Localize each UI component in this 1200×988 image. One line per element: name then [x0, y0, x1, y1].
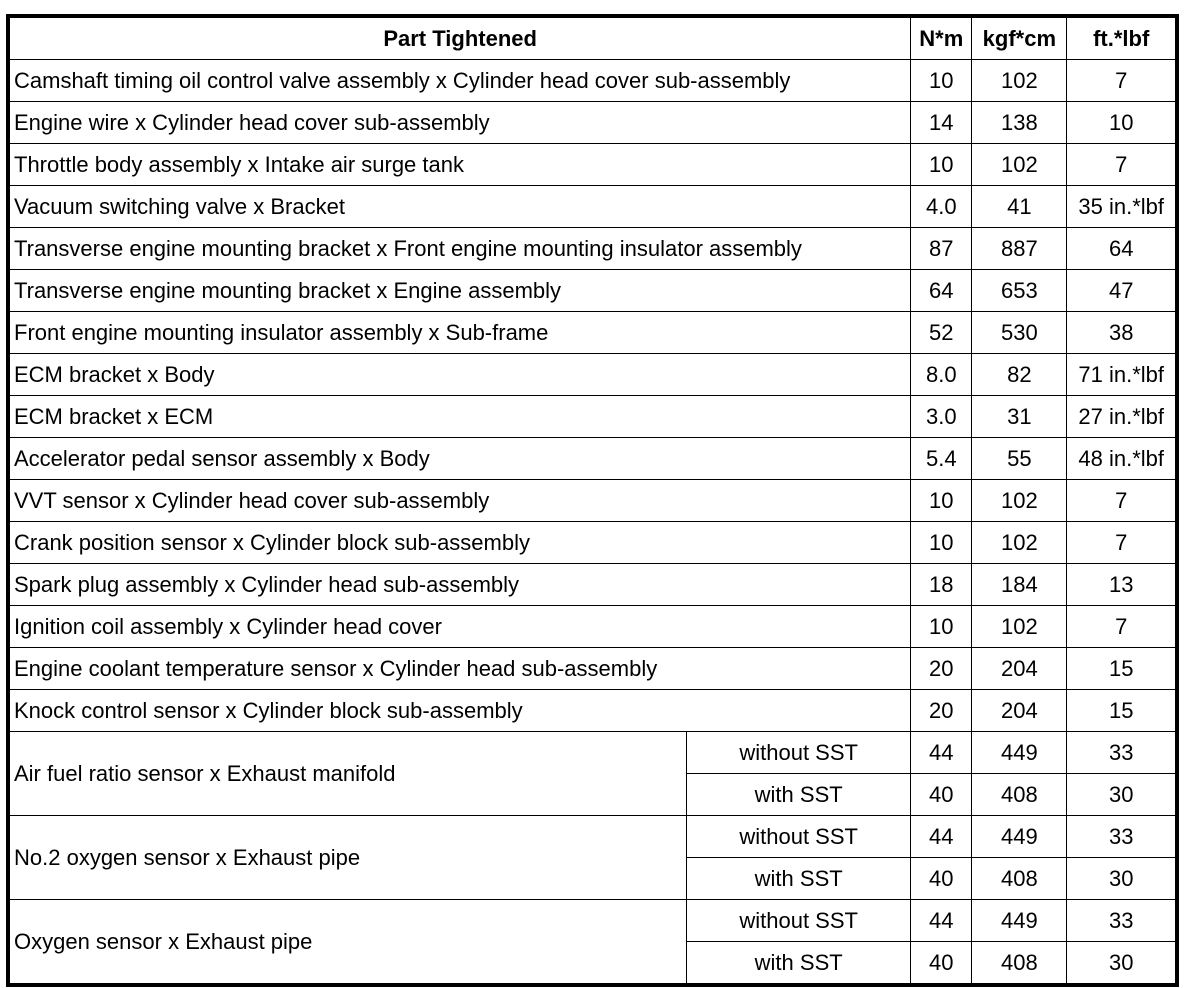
torque-kgf-cm-cell: 887 — [972, 228, 1067, 270]
torque-nm-cell: 10 — [911, 522, 972, 564]
torque-nm-cell: 44 — [911, 900, 972, 942]
torque-nm-cell: 40 — [911, 942, 972, 986]
torque-kgf-cm-cell: 102 — [972, 144, 1067, 186]
torque-nm-cell: 3.0 — [911, 396, 972, 438]
torque-nm-cell: 20 — [911, 648, 972, 690]
part-name-cell: Engine wire x Cylinder head cover sub-assembly — [8, 102, 911, 144]
torque-nm-cell: 10 — [911, 60, 972, 102]
table-row — [8, 396, 1177, 438]
torque-ft-lbf-cell: 7 — [1067, 480, 1177, 522]
table-row — [8, 270, 1177, 312]
table-row — [8, 354, 1177, 396]
condition-cell: without SST — [687, 900, 911, 942]
table-row — [8, 60, 1177, 102]
part-name-cell: Ignition coil assembly x Cylinder head cover — [8, 606, 911, 648]
part-name-cell: Oxygen sensor x Exhaust pipe — [8, 900, 687, 986]
torque-ft-lbf-cell: 64 — [1067, 228, 1177, 270]
part-name-cell: No.2 oxygen sensor x Exhaust pipe — [8, 816, 687, 900]
torque-nm-cell: 64 — [911, 270, 972, 312]
torque-nm-cell: 18 — [911, 564, 972, 606]
torque-ft-lbf-cell: 30 — [1067, 942, 1177, 986]
torque-nm-cell: 10 — [911, 606, 972, 648]
torque-nm-cell: 44 — [911, 732, 972, 774]
torque-kgf-cm-cell: 653 — [972, 270, 1067, 312]
torque-kgf-cm-cell: 102 — [972, 606, 1067, 648]
torque-ft-lbf-cell: 7 — [1067, 606, 1177, 648]
torque-ft-lbf-cell: 71 in.*lbf — [1067, 354, 1177, 396]
header-ft-lbf: ft.*lbf — [1067, 16, 1177, 60]
part-name-cell: Knock control sensor x Cylinder block sub-assembly — [8, 690, 911, 732]
torque-nm-cell: 10 — [911, 480, 972, 522]
torque-nm-cell: 20 — [911, 690, 972, 732]
part-name-cell: Camshaft timing oil control valve assembly x Cylinder head cover sub-assembly — [8, 60, 911, 102]
part-name-cell: Front engine mounting insulator assembly x Sub-frame — [8, 312, 911, 354]
torque-ft-lbf-cell: 33 — [1067, 900, 1177, 942]
condition-cell: with SST — [687, 942, 911, 986]
condition-cell: without SST — [687, 816, 911, 858]
torque-ft-lbf-cell: 30 — [1067, 774, 1177, 816]
torque-nm-cell: 4.0 — [911, 186, 972, 228]
table-row — [8, 564, 1177, 606]
part-name-cell: VVT sensor x Cylinder head cover sub-assembly — [8, 480, 911, 522]
torque-ft-lbf-cell: 15 — [1067, 690, 1177, 732]
torque-ft-lbf-cell: 33 — [1067, 816, 1177, 858]
torque-kgf-cm-cell: 449 — [972, 900, 1067, 942]
torque-ft-lbf-cell: 7 — [1067, 522, 1177, 564]
torque-nm-cell: 10 — [911, 144, 972, 186]
torque-ft-lbf-cell: 7 — [1067, 144, 1177, 186]
part-name-cell: ECM bracket x Body — [8, 354, 911, 396]
part-name-cell: Throttle body assembly x Intake air surge tank — [8, 144, 911, 186]
table-row — [8, 606, 1177, 648]
torque-ft-lbf-cell: 10 — [1067, 102, 1177, 144]
table-row — [8, 312, 1177, 354]
table-row — [8, 228, 1177, 270]
torque-kgf-cm-cell: 138 — [972, 102, 1067, 144]
table-row — [8, 144, 1177, 186]
part-name-cell: ECM bracket x ECM — [8, 396, 911, 438]
torque-kgf-cm-cell: 204 — [972, 690, 1067, 732]
table-row-grouped — [8, 816, 1177, 858]
torque-kgf-cm-cell: 102 — [972, 60, 1067, 102]
torque-kgf-cm-cell: 102 — [972, 522, 1067, 564]
table-row — [8, 648, 1177, 690]
torque-ft-lbf-cell: 30 — [1067, 858, 1177, 900]
condition-cell: with SST — [687, 858, 911, 900]
torque-kgf-cm-cell: 31 — [972, 396, 1067, 438]
header-part-tightened: Part Tightened — [8, 16, 911, 60]
torque-nm-cell: 40 — [911, 774, 972, 816]
table-row — [8, 522, 1177, 564]
torque-specification-table — [6, 14, 1179, 987]
torque-kgf-cm-cell: 449 — [972, 732, 1067, 774]
torque-kgf-cm-cell: 449 — [972, 816, 1067, 858]
torque-nm-cell: 5.4 — [911, 438, 972, 480]
condition-cell: with SST — [687, 774, 911, 816]
torque-kgf-cm-cell: 530 — [972, 312, 1067, 354]
part-name-cell: Accelerator pedal sensor assembly x Body — [8, 438, 911, 480]
torque-kgf-cm-cell: 408 — [972, 774, 1067, 816]
table-row — [8, 438, 1177, 480]
part-name-cell: Spark plug assembly x Cylinder head sub-assembly — [8, 564, 911, 606]
torque-nm-cell: 40 — [911, 858, 972, 900]
condition-cell: without SST — [687, 732, 911, 774]
torque-nm-cell: 14 — [911, 102, 972, 144]
torque-nm-cell: 8.0 — [911, 354, 972, 396]
table-row-grouped — [8, 900, 1177, 942]
torque-ft-lbf-cell: 7 — [1067, 60, 1177, 102]
torque-ft-lbf-cell: 35 in.*lbf — [1067, 186, 1177, 228]
torque-ft-lbf-cell: 13 — [1067, 564, 1177, 606]
part-name-cell: Air fuel ratio sensor x Exhaust manifold — [8, 732, 687, 816]
torque-ft-lbf-cell: 33 — [1067, 732, 1177, 774]
torque-ft-lbf-cell: 38 — [1067, 312, 1177, 354]
torque-ft-lbf-cell: 47 — [1067, 270, 1177, 312]
torque-kgf-cm-cell: 408 — [972, 942, 1067, 986]
table-row-grouped — [8, 732, 1177, 774]
torque-nm-cell: 52 — [911, 312, 972, 354]
part-name-cell: Vacuum switching valve x Bracket — [8, 186, 911, 228]
table-body — [8, 60, 1177, 986]
torque-ft-lbf-cell: 27 in.*lbf — [1067, 396, 1177, 438]
torque-kgf-cm-cell: 82 — [972, 354, 1067, 396]
table-row — [8, 186, 1177, 228]
header-row — [8, 16, 1177, 60]
torque-kgf-cm-cell: 408 — [972, 858, 1067, 900]
header-kgf-cm: kgf*cm — [972, 16, 1067, 60]
torque-kgf-cm-cell: 41 — [972, 186, 1067, 228]
part-name-cell: Transverse engine mounting bracket x Engine assembly — [8, 270, 911, 312]
torque-ft-lbf-cell: 48 in.*lbf — [1067, 438, 1177, 480]
torque-kgf-cm-cell: 184 — [972, 564, 1067, 606]
torque-ft-lbf-cell: 15 — [1067, 648, 1177, 690]
part-name-cell: Transverse engine mounting bracket x Front engine mounting insulator assembly — [8, 228, 911, 270]
table-row — [8, 690, 1177, 732]
part-name-cell: Crank position sensor x Cylinder block sub-assembly — [8, 522, 911, 564]
header-nm: N*m — [911, 16, 972, 60]
torque-nm-cell: 44 — [911, 816, 972, 858]
torque-kgf-cm-cell: 102 — [972, 480, 1067, 522]
torque-kgf-cm-cell: 55 — [972, 438, 1067, 480]
table-row — [8, 102, 1177, 144]
table-row — [8, 480, 1177, 522]
part-name-cell: Engine coolant temperature sensor x Cylinder head sub-assembly — [8, 648, 911, 690]
torque-kgf-cm-cell: 204 — [972, 648, 1067, 690]
torque-nm-cell: 87 — [911, 228, 972, 270]
